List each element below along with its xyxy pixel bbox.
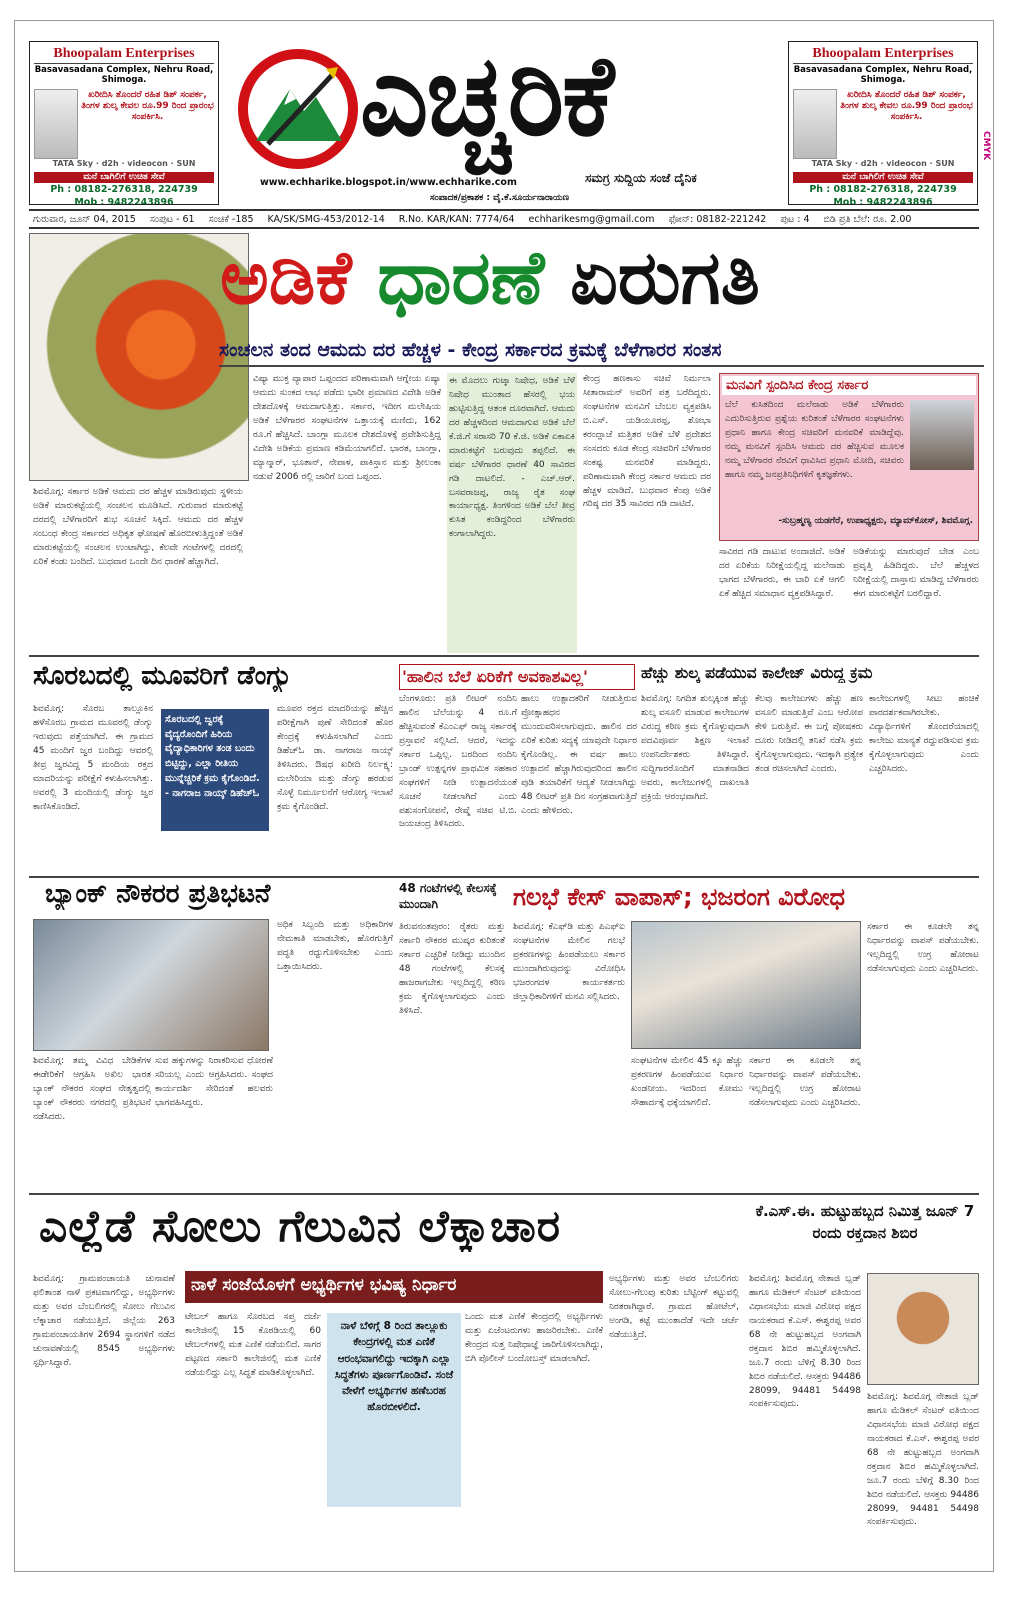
headline-word-1: ಅಡಿಕೆ: [220, 235, 352, 321]
election-text-1: ಶಿವಮೊಗ್ಗ: ಗ್ರಾಮಪಂಚಾಯತಿ ಚುನಾವಣೆ ಫಲಿತಾಂಶ ನಾಳೆ ಪ್ರಕಟವಾಗಲಿದ್ದು, ಅಭ್ಯರ್ಥಿಗಳು ಮತ್ತು ಅವರ ಬೆಂಬಲಿಗರಲ್ಲಿ ಸೋಲು ಗೆಲುವಿನ ಲೆಕ್ಕಾಚಾರ ನಡೆಯುತ್ತಿದೆ. ಜಿಲ್ಲೆಯ 263 ಗ್ರಾಮಪಂಚಾಯತಿಗಳ 2694 ಸ್ಥಾನಗಳಿಗೆ ನಡೆದ ಚುನಾವಣೆಯಲ್ಲಿ 8545 ಅಭ್ಯರ್ಥಿಗಳು ಸ್ಪರ್ಧಿಸಿದ್ದಾರೆ.: [33, 1274, 175, 1368]
riot-headline: ಗಲಭೆ ಕೇಸ್ ವಾಪಾಸ್; ಭಜರಂಗ ವಿರೋಧ: [513, 883, 846, 911]
election-text-4: ಅಭ್ಯರ್ಥಿಗಳು ಮತ್ತು ಅವರ ಬೆಂಬಲಿಗರು ಸೋಲು-ಗೆಲುವು ಕುರಿತು ಬೆಟ್ಟಿಂಗ್ ಕಟ್ಟುವಲ್ಲಿ ನಿರತರಾಗಿದ್ದಾರೆ. ಗ್ರಾಮದ ಹೋಟೆಲ್, ಅಂಗಡಿ, ಕಟ್ಟೆ ಮುಂತಾದೆಡೆ ಇದೇ ಚರ್ಚೆ ನಡೆಯುತ್ತಿದೆ.: [609, 1274, 739, 1340]
dateline-bar: [29, 209, 979, 229]
cmyk-marker: CMYK: [981, 131, 991, 161]
ad-brands: TATA Sky · d2h · videocon · SUN: [811, 158, 955, 168]
lead-subheadline: ಸಂಚಲನ ತಂದ ಆಮದು ದರ ಹೆಚ್ಚಳ - ಕೇಂದ್ರ ಸರ್ಕಾರದ ಕ್ರಮಕ್ಕೆ ಬೆಳೆಗಾರರ ಸಂತಸ: [219, 339, 984, 367]
page-count: ಪುಟ : 4: [780, 213, 810, 225]
blood-text: ಶಿವಮೊಗ್ಗ: ಶಿವಮೊಗ್ಗ ನೇತಾಜಿ ಬ್ಲಡ್ ಹಾಗೂ ಮೆಡಿಕಲ್ ಸೆಂಟರ್ ವತಿಯಿಂದ ವಿಧಾನಸಭೆಯ ಮಾಜಿ ವಿರೋಧ ಪಕ್ಷದ ನಾಯಕರಾದ ಕೆ.ಎಸ್. ಈಶ್ವರಪ್ಪ ಅವರ 68 ನೇ ಹುಟ್ಟುಹಬ್ಬದ ಅಂಗವಾಗಿ ರಕ್ತದಾನ ಶಿಬಿರ ಹಮ್ಮಿಕೊಳ್ಳಲಾಗಿದೆ. ಜೂ.7 ರಂದು ಬೆಳಿಗ್ಗೆ 8.30 ರಿಂದ ಶಿಬಿರ ನಡೆಯಲಿದೆ. ಆಸಕ್ತರು 94486 28099, 94481 54498 ಸಂಪರ್ಕಿಸುವುದು.: [749, 1274, 861, 1410]
election-text-3: ಒಂದು ಮತ ಎಣಿಕೆ ಕೇಂದ್ರದಲ್ಲಿ ಅಭ್ಯರ್ಥಿಗಳು ಮತ್ತು ಏಜೆಂಟರುಗಳು ಹಾಜರಿರಬೇಕು. ಎಣಿಕೆ ಕೇಂದ್ರದ ಸುತ್ತ ನಿಷೇಧಾಜ್ಞೆ ಜಾರಿಗೊಳಿಸಲಾಗಿದ್ದು, ಬಿಗಿ ಪೊಲೀಸ್ ಬಂದೋಬಸ್ತ್ ಮಾಡಲಾಗಿದೆ.: [465, 1312, 603, 1364]
ad-business-name: Bhoopalam Enterprises: [793, 45, 973, 64]
memorandum-photo: [631, 921, 861, 1049]
lead-column-5: ಸಾವಿರದ ಗಡಿ ದಾಟುವ ಅಂದಾಜಿದೆ. ಅಡಿಕೆ ದರ ಏರಿಕೆಯ ನಿರೀಕ್ಷೆಯಲ್ಲಿದ್ದ ಮಲೆನಾಡು ಭಾಗದ ಬೆಳೆಗಾರರು, ಈ ಬಾರಿ ಏಕೆ ಆಗಲಿ ಏಕೆ ಹೆಚ್ಚಿದ ಸಮಾಧಾನ ವ್ಯಕ್ತಪಡಿಸಿದ್ದಾರೆ.: [719, 547, 845, 599]
registration-number: KA/SK/SMG-453/2012-14: [267, 213, 385, 225]
issue-date: ಗುರುವಾರ, ಜೂನ್ 04, 2015: [33, 213, 136, 225]
sidebar-portrait: [910, 400, 974, 470]
election-banner: ನಾಳೆ ಸಂಜೆಯೊಳಗೆ ಅಭ್ಯರ್ಥಿಗಳ ಭವಿಷ್ಯ ನಿರ್ಧಾರ: [185, 1271, 603, 1303]
dengue-quote-box: ಸೊರಬದಲ್ಲಿ ಜ್ವರಕ್ಕೆ ವೈದ್ಯರೊಂದಿಗೆ ಹಿರಿಯ ವೈದ್ಯಾಧಿಕಾರಿಗಳ ತಂಡ ಬಂದು ಬಿಟ್ಟಿದ್ದು, ಎಲ್ಲಾ ರೀತಿಯ ಮುನ್ನೆಚ್ಚರಿಕೆ ಕ್ರಮ ಕೈಗೊಂಡಿದೆ. - ನಾಗರಾಜ ನಾಯ್ಕ್ ಡಿಹೆಚ್‌ಓ: [161, 709, 269, 831]
riot-text-1: ಶಿವಮೊಗ್ಗ: ಕೆಎಫ್‌ಡಿ ಮತ್ತು ಪಿಎಫ್‌ಐ ಸಂಘಟನೆಗಳ ಮೇಲಿನ ಗಲಭೆ ಪ್ರಕರಣಗಳನ್ನು ಹಿಂಪಡೆಯಲು ಸರ್ಕಾರ ಮುಂದಾಗಿರುವುದನ್ನು ವಿರೋಧಿಸಿ ಭಜರಂಗದಳ ಕಾರ್ಯಕರ್ತರು ಜಿಲ್ಲಾಧಿಕಾರಿಗಳಿಗೆ ಮನವಿ ಸಲ್ಲಿಸಿದರು.: [513, 922, 625, 1002]
riot-text-4: ಸರ್ಕಾರ ಈ ಕೂಡಲೇ ತನ್ನ ನಿರ್ಧಾರವನ್ನು ವಾಪಸ್ ಪಡೆಯಬೇಕು. ಇಲ್ಲದಿದ್ದಲ್ಲಿ ಉಗ್ರ ಹೋರಾಟ ನಡೆಸಲಾಗುವುದು ಎಂದು ಎಚ್ಚರಿಸಿದರು.: [867, 922, 979, 974]
ad-address: Basavasadana Complex, Nehru Road, Shimoga.: [793, 64, 973, 86]
price: ಬಿಡಿ ಪ್ರತಿ ಬೆಲೆ: ರೂ. 2.00: [823, 213, 912, 225]
newspaper-page: [14, 20, 994, 1572]
bank-protest-photo: [33, 919, 269, 1051]
masthead: [230, 39, 782, 207]
blood-headline: ಕೆ.ಎಸ್.ಈ. ಹುಟ್ಟುಹಬ್ಬದ ನಿಮಿತ್ತ ಜೂನ್ 7 ರಂದು ರಕ್ತದಾನ ಶಿಬಿರ: [755, 1202, 975, 1242]
ad-service-text: ಮನೆ ಬಾಗಿಲಿಗೆ ಉಚಿತ ಸೇವೆ: [793, 172, 973, 183]
lead-column-6: ಅಡಿಕೆಯನ್ನು ಮಾರುವುದೆ ಬೇಡ ಎಂಬ ಪ್ರವೃತ್ತಿ ಹಿಡಿದಿದ್ದರು. ಬೆಲೆ ಹೆಚ್ಚಳದ ನಿರೀಕ್ಷೆಯಲ್ಲಿ ದಾಸ್ತಾನು ಮಾಡಿದ್ದ ಬೆಳೆಗಾರರು ಈಗ ಮಾರುಕಟ್ಟೆಗೆ ಬರಲಿದ್ದಾರೆ.: [853, 547, 979, 599]
contact-email[interactable]: echharikesmg@gmail.com: [528, 213, 655, 225]
areca-nut-photo: [29, 233, 249, 481]
ad-mobile: Mob : 9482243896: [74, 196, 174, 205]
satellite-dish-image: [34, 89, 78, 159]
ad-phone: Ph : 08182-276318, 224739: [50, 184, 198, 195]
blood-text-continued: ಶಿವಮೊಗ್ಗ: ಶಿವಮೊಗ್ಗ ನೇತಾಜಿ ಬ್ಲಡ್ ಹಾಗೂ ಮೆಡಿಕಲ್ ಸೆಂಟರ್ ವತಿಯಿಂದ ವಿಧಾನಸಭೆಯ ಮಾಜಿ ವಿರೋಧ ಪಕ್ಷದ ನಾಯಕರಾದ ಕೆ.ಎಸ್. ಈಶ್ವರಪ್ಪ ಅವರ 68 ನೇ ಹುಟ್ಟುಹಬ್ಬದ ಅಂಗವಾಗಿ ರಕ್ತದಾನ ಶಿಬಿರ ಹಮ್ಮಿಕೊಳ್ಳಲಾಗಿದೆ. ಜೂ.7 ರಂದು ಬೆಳಿಗ್ಗೆ 8.30 ರಿಂದ ಶಿಬಿರ ನಡೆಯಲಿದೆ. ಆಸಕ್ತರು 94486 28099, 94481 54498 ಸಂಪರ್ಕಿಸುವುದು.: [867, 1392, 979, 1528]
bank-text-2: ಸುವ ಹಕ್ಕುಗಳನ್ನು ನಿರಾಕರಿಸುವ ಧೋರಣೆ ಸರಿಯಲ್ಲ ಎಂದು ಆಗ್ರಹಿಸಿದರು. ಸಂಘದ ಕಾರ್ಯದರ್ಶಿ ಸೇರಿದಂತೆ ಹಲವರು ಭಾಗವಹಿಸಿದ್ದರು.: [155, 1056, 273, 1108]
section-divider: [29, 1193, 979, 1195]
milk-text-2: ಹಾಲು ಉತ್ಪಾದಕರಿಗೆ ನೀಡುತ್ತಿರುವ ಪ್ರೋತ್ಸಾಹಧನ ಮುಂದುವರಿಸಲಾಗುವುದು. ಹಾಲಿನ ದರ ಏರಿಕೆ ಕುರಿತು ಸದ್ಯಕ್ಕೆ ಯಾವುದೇ ನಿರ್ಧಾರ ಕೈಗೊಂಡಿಲ್ಲ. ಈ ವರ್ಷ ಹಾಲು ಉತ್ಪಾದನೆ ಹೆಚ್ಚಾಗಿರುವುದರಿಂದ ಹಾಲಿನ ಪುಡಿ ತಯಾರಿಕೆಗೆ ಆದ್ಯತೆ ನೀಡಲಾಗಿದ್ದು 48 ಲೀಟರ್ ಪ್ರತಿ ದಿನ ಸಂಗ್ರಹವಾಗುತ್ತಿದೆ ಎಂದು ಹೇಳಿದರು.: [521, 694, 637, 816]
ad-business-name: Bhoopalam Enterprises: [34, 45, 214, 64]
ad-phone: Ph : 08182-276318, 224739: [809, 184, 957, 195]
lead-column-2: ವಿಷ್ಯಾ ಮುಕ್ತ ವ್ಯಾಪಾರ ಒಪ್ಪಂದದ ಪರಿಣಾಮವಾಗಿ ಆಗ್ನೇಯ ಏಷ್ಯಾ ಆಮದು ಸುಂಕದ ಲಾಭ ಪಡೆದು ಭಾರೀ ಪ್ರಮಾಣದ ವಿದೇಶಿ ಅಡಿಕೆ ದೇಶದೊಳಕ್ಕೆ ಆಮದಾಗುತ್ತಿತ್ತು. ಸರ್ಕಾರ, ಇದೀಗ ಮಲೇಷಿಯ ಅಡಿಕೆ ಬೆಳೆಗಾರರ ಸಂಘಟನೆಗಳ ಒತ್ತಾಯಕ್ಕೆ ಮಣಿದು, 162 ರೂ.ಗೆ ಹೆಚ್ಚಿಸಿದೆ. ಬಾಂಗ್ಲಾ ಮೂಲಕ ದೇಶದೊಳಕ್ಕೆ ಪ್ರವೇಶಿಸುತ್ತಿದ್ದ ವಿದೇಶಿ ಅಡಿಕೆಯ ಪ್ರಮಾಣ ಕಡಿಮೆಯಾಗಲಿದೆ. ಭಾರತ, ಬಾಂಗ್ಲಾ, ಮ್ಯಾನ್ಮಾರ್, ಭೂತಾನ್, ನೇಪಾಳ, ಪಾಕಿಸ್ತಾನ ಮತ್ತು ಶ್ರೀಲಂಕಾ ನಡುವೆ 2006 ರಲ್ಲಿ ಜಾರಿಗೆ ಬಂದ ಒಪ್ಪಂದ.: [253, 374, 441, 482]
right-advertisement[interactable]: [788, 41, 978, 205]
dengue-text-1: ಶಿವಮೊಗ್ಗ: ಸೊರಬ ತಾಲ್ಲೂಕಿನ ಹಳೆಸೊರಬ ಗ್ರಾಮದ ಮೂವರಲ್ಲಿ ಡೆಂಗ್ಯು ಇರುವುದು ಪತ್ತೆಯಾಗಿದೆ. ಈ ಗ್ರಾಮದ 45 ಮಂದಿಗೆ ಜ್ವರ ಬಂದಿದ್ದು ಆವರಲ್ಲಿ ತೀವ್ರ ಜ್ವರವಿದ್ದ 5 ಮಂದಿಯ ರಕ್ತದ ಮಾದರಿಯನ್ನು ಪರೀಕ್ಷೆಗೆ ಕಳುಹಿಸಲಾಗಿತ್ತು. ಅವರಲ್ಲಿ 3 ಮಂದಿಯಲ್ಲಿ ಡೆಂಗ್ಯು ಜ್ವರ ಕಾಣಿಸಿಕೊಂಡಿದೆ.: [33, 704, 153, 812]
contact-phone: ಫೋನ್: 08182-221242: [668, 213, 767, 225]
sidebar-byline: -ಸುಬ್ರಹ್ಮಣ್ಯ ಯಡಗೆರೆ, ಉಪಾಧ್ಯಕ್ಷರು, ಮ್ಯಾಮ್‌ಕೋಸ್, ಶಿವಮೊಗ್ಗ.: [778, 516, 973, 526]
rni-number: R.No. KAR/KAN: 7774/64: [398, 213, 515, 225]
headline-word-3: ಏರುಗತಿ: [570, 235, 760, 321]
ad-offer-text: ಖರೀದಿಸಿ ತೊಂದರೆ ರಹಿತ ಡಿಶ್ ಸಂಪರ್ಕ, ತಿಂಗಳ ಶುಲ್ಕ ಕೇವಲ ರೂ.99 ರಿಂದ ಪ್ರಾರಂಭ ಸಂಪರ್ಕಿಸಿ.: [840, 89, 973, 123]
section-divider: [29, 655, 979, 657]
election-info-box: ನಾಳೆ ಬೆಳಿಗ್ಗೆ 8 ರಿಂದ ತಾಲ್ಲೂಕು ಕೇಂದ್ರಗಳಲ್ಲಿ ಮತ ಎಣಿಕೆ ಆರಂಭವಾಗಲಿದ್ದು ಇದಕ್ಕಾಗಿ ಎಲ್ಲಾ ಸಿದ್ಧತೆಗಳು ಪೂರ್ಣಗೊಂಡಿವೆ. ಸಂಜೆ ವೇಳೆಗೆ ಅಭ್ಯರ್ಥಿಗಳ ಹಣೆಬರಹ ಹೊರಬೀಳಲಿದೆ.: [327, 1313, 461, 1507]
election-text-2: ಟೇಬಲ್ ಹಾಗೂ ಸೊರಬದ ಸಪ್ತ ದರ್ಜೆ ಕಾಲೇಜಿನಲ್ಲಿ 15 ಕೊಠಡಿಯಲ್ಲಿ 60 ಟೇಬಲ್‌ಗಳಲ್ಲಿ ಮತ ಎಣಿಕೆ ನಡೆಯಲಿದೆ. ಸಾಗರ ಪಟ್ಟಣದ ಸರ್ಕಾರಿ ಕಾಲೇಜಿನಲ್ಲಿ ಮತ ಎಣಿಕೆ ನಡೆಯಲಿದ್ದು ಎಲ್ಲ ಸಿದ್ಧತೆ ಮಾಡಿಕೊಳ್ಳಲಾಗಿದೆ.: [185, 1312, 321, 1378]
minister-response-sidebar: [719, 373, 979, 541]
masthead-title: ಎಚ್ಚರಿಕೆ: [360, 39, 613, 161]
lead-headline: [220, 234, 980, 326]
website-url[interactable]: www.echharike.blogspot.in/www.echharike.com: [260, 177, 517, 188]
issue-number: ಸಂಚಿಕೆ -185: [208, 213, 254, 225]
section-divider: [29, 876, 979, 878]
college-headline: ಹೆಚ್ಚು ಶುಲ್ಕ ಪಡೆಯುವ ಕಾಲೇಜ್ ವಿರುದ್ಧ ಕ್ರಮ: [641, 664, 873, 682]
bank-text-3: ಅಧಿಕ ಸಿಬ್ಬಂದಿ ಮತ್ತು ಅಧಿಕಾರಿಗಳ ನೇಮಕಾತಿ ಮಾಡಬೇಕು, ಹೊರಗುತ್ತಿಗೆ ಪದ್ಧತಿ ರದ್ದುಗೊಳಿಸಬೇಕು ಎಂದು ಒತ್ತಾಯಿಸಿದರು.: [277, 920, 393, 972]
ad-service-text: ಮನೆ ಬಾಗಿಲಿಗೆ ಉಚಿತ ಸೇವೆ: [34, 172, 214, 183]
editor-credit: ಸಂಪಾದಕ/ಪ್ರಕಾಶಕ : ವೈ.ಕೆ.ಸೂರ್ಯನಾರಾಯಣ: [430, 193, 569, 203]
headline-word-2: ಧಾರಣೆ: [377, 235, 545, 321]
riot-text-2: ಸಂಘಟನೆಗಳ ಮೇಲಿನ 45 ಕ್ಕೂ ಹೆಚ್ಚು ಪ್ರಕರಣಗಳ ಹಿಂಪಡೆಯುವ ನಿರ್ಧಾರ ಖಂಡನೀಯ. ಇದರಿಂದ ಕೋಮು ಸೌಹಾರ್ದಕ್ಕೆ ಧಕ್ಕೆಯಾಗಲಿದೆ.: [631, 1056, 743, 1108]
masthead-tagline: ಸಮಗ್ರ ಸುದ್ದಿಯ ಸಂಜೆ ದೈನಿಕ: [585, 171, 697, 185]
newspaper-logo-icon: [238, 49, 358, 169]
ad-mobile: Mob : 9482243896: [833, 196, 933, 205]
dengue-text-2: ಮೂವರ ರಕ್ತದ ಮಾದರಿಯನ್ನು ಹೆಚ್ಚಿನ ಪರೀಕ್ಷೆಗಾಗಿ ಪುಣೆ ಸೇರಿದಂತೆ ಹೊರ ಕೇಂದ್ರಕ್ಕೆ ಕಳುಹಿಸಲಾಗಿದೆ ಎಂದು ಡಿಹೆಚ್‌ಓ ಡಾ. ನಾಗರಾಜ ನಾಯ್ಕ್ ತಿಳಿಸಿದರು. ಔಷಧ ಖರೀದಿ ನಿರ್ಲಕ್ಷ್ಯ: ಮಲೇರಿಯಾ ಮತ್ತು ಡೆಂಗ್ಯು ಹರಡುವ ಸೊಳ್ಳೆ ನಿರ್ಮೂಲನೆಗೆ ಆರೋಗ್ಯ ಇಲಾಖೆ ಕ್ರಮ ಕೈಗೊಂಡಿದೆ.: [277, 704, 393, 812]
lead-column-3: ಈ ಮೊದಲು ಗುಟ್ಕಾ ನಿಷೇಧ, ಅಡಿಕೆ ಬೆಳೆ ನಿಷೇಧ ಮುಂತಾದ ಹೆಸರಲ್ಲಿ ಭಯ ಹುಟ್ಟಿಸುತ್ತಿದ್ದ ಆತಂಕ ದೂರವಾಗಿದೆ. ಆಮದು ದರ ಹೆಚ್ಚಳದಿಂದ ಆಮದಾಗುವ ಅಡಿಕೆ ಬೆಲೆ ಕೆ.ಜಿ.ಗೆ ಸರಾಸರಿ 70 ಕೆ.ಜಿ. ಅಡಿಕೆ ಏಕಾಏಕಿ ಮಾರುಕಟ್ಟೆಗೆ ಬರುವುದು ತಪ್ಪಲಿದೆ. ಈ ವರ್ಷ ಬೆಳೆಗಾರರ ಧಾರಣೆ 40 ಸಾವಿರದ ಗಡಿ ದಾಟಲಿದೆ. - ಎಚ್.ಆರ್. ಬಸವರಾಜಪ್ಪ, ರಾಜ್ಯ ರೈತ ಸಂಘ ಕಾರ್ಯಾಧ್ಯಕ್ಷ. ತಿಂಗಳಿಂದ ಅಡಿಕೆ ಬೆಲೆ ತೀವ್ರ ಕುಸಿತ ಕಂಡಿದ್ದರಿಂದ ಬೆಳೆಗಾರರು ಕಂಗಾಲಾಗಿದ್ದರು.: [447, 373, 577, 653]
riot-text-3: ಸರ್ಕಾರ ಈ ಕೂಡಲೇ ತನ್ನ ನಿರ್ಧಾರವನ್ನು ವಾಪಸ್ ಪಡೆಯಬೇಕು. ಇಲ್ಲದಿದ್ದಲ್ಲಿ ಉಗ್ರ ಹೋರಾಟ ನಡೆಸಲಾಗುವುದು ಎಂದು ಎಚ್ಚರಿಸಿದರು.: [749, 1056, 861, 1108]
ad-offer-text: ಖರೀದಿಸಿ ತೊಂದರೆ ರಹಿತ ಡಿಶ್ ಸಂಪರ್ಕ, ತಿಂಗಳ ಶುಲ್ಕ ಕೇವಲ ರೂ.99 ರಿಂದ ಪ್ರಾರಂಭ ಸಂಪರ್ಕಿಸಿ.: [81, 89, 214, 123]
bank-text-1: ಶಿವಮೊಗ್ಗ: ತಮ್ಮ ವಿವಿಧ ಬೇಡಿಕೆಗಳ ಈಡೇರಿಕೆಗೆ ಆಗ್ರಹಿಸಿ ಅಖಿಲ ಭಾರತ ಬ್ಯಾಂಕ್ ನೌಕರರ ಸಂಘದ ನೇತೃತ್ವದಲ್ಲಿ ಬ್ಯಾಂಕ್ ನೌಕರರು ನಗರದಲ್ಲಿ ಪ್ರತಿಭಟನೆ ನಡೆಸಿದರು.: [33, 1056, 151, 1122]
college-text-2: ಕೆಲವು ಕಾಲೇಜುಗಳು ಹೆಚ್ಚು ಹಣ ವಸೂಲಿ ಮಾಡುತ್ತಿವೆ ಎಂಬ ಆರೋಪ ಕೇಳಿ ಬರುತ್ತಿವೆ. ಈ ಬಗ್ಗೆ ಪೋಷಕರು ದೂರು ನೀಡಿದಲ್ಲಿ ತನಿಖೆ ನಡೆಸಿ ಕ್ರಮ ಕೈಗೊಳ್ಳಲಾಗುವುದು. ಇದಕ್ಕಾಗಿ ಪ್ರತ್ಯೇಕ ತಂಡ ರಚಿಸಲಾಗಿದೆ ಎಂದರು.: [755, 694, 863, 774]
election-headline: ಎಲ್ಲೆಡೆ ಸೋಲು ಗೆಲುವಿನ ಲೆಕ್ಕಾಚಾರ: [39, 1201, 562, 1252]
lead-column-4: ಕೇಂದ್ರ ಹಣಕಾಸು ಸಚಿವೆ ನಿರ್ಮಲಾ ಸೀತಾರಾಮನ್ ಅವರಿಗೆ ಪತ್ರ ಬರೆದಿದ್ದರು. ಸಂಘಟನೆಗಳ ಮನವಿಗೆ ಬೆಂಬಲ ವ್ಯಕ್ತಪಡಿಸಿ ಬಿ.ಎಸ್. ಯಡಿಯೂರಪ್ಪ, ಶೋಭಾ ಕರಂದ್ಲಾಜೆ ಮತ್ತಿತರ ಅಡಿಕೆ ಬೆಳೆ ಪ್ರದೇಶದ ಸಂಸದರು ಕೂಡ ಕೇಂದ್ರ ಸಚಿವರಿಗೆ ಬೆಳೆಗಾರರ ಸಂಕಷ್ಟ ಮನವರಿಕೆ ಮಾಡಿದ್ದರು. ಪರಿಣಾಮವಾಗಿ ಕೇಂದ್ರ ಸರ್ಕಾರ ಆಮದು ದರ ಹೆಚ್ಚಳ ಮಾಡಿದೆ. ಬುಧವಾರ ಕೆಂಪು ಅಡಿಕೆ ಗರಿಷ್ಠ ದರ 35 ಸಾವಿರದ ಗಡಿ ದಾಟಿದೆ.: [583, 374, 711, 510]
ad-address: Basavasadana Complex, Nehru Road, Shimoga.: [34, 64, 214, 86]
volume-number: ಸಂಪುಟ - 61: [149, 213, 195, 225]
strike-headline: 48 ಗಂಟೆಗಳಲ್ಲಿ ಕೇಲಸಕ್ಕೆ ಮುಂದಾಗಿ: [399, 881, 497, 911]
milk-headline: 'ಹಾಲಿನ ಬೆಲೆ ಏರಿಕೆಗೆ ಅವಕಾಶವಿಲ್ಲ': [399, 664, 635, 690]
college-text-1: ಶಿವಮೊಗ್ಗ: ನಿಗದಿತ ಶುಲ್ಕಕ್ಕಿಂತ ಹೆಚ್ಚು ಶುಲ್ಕ ವಸೂಲಿ ಮಾಡುವ ಕಾಲೇಜುಗಳ ವಿರುದ್ಧ ಕಠಿಣ ಕ್ರಮ ಕೈಗೊಳ್ಳುವುದಾಗಿ ಪದವಿಪೂರ್ವ ಶಿಕ್ಷಣ ಇಲಾಖೆ ಉಪನಿರ್ದೇಶಕರು ತಿಳಿಸಿದ್ದಾರೆ. ಸುದ್ದಿಗಾರರೊಂದಿಗೆ ಮಾತನಾಡಿದ ಅವರು, ಕಾಲೇಜುಗಳಲ್ಲಿ ದಾಖಲಾತಿ ಪ್ರಕ್ರಿಯೆ ಆರಂಭವಾಗಿದೆ.: [641, 694, 749, 802]
politician-portrait: [867, 1273, 979, 1385]
satellite-dish-image: [793, 89, 837, 159]
lead-column-1: ಶಿವಮೊಗ್ಗ: ಸರ್ಕಾರ ಅಡಿಕೆ ಆಮದು ದರ ಹೆಚ್ಚಳ ಮಾಡಿರುವುದು ಸ್ಥಳೀಯ ಅಡಿಕೆ ಮಾರುಕಟ್ಟೆಯಲ್ಲಿ ಸಂಚಲನ ಮೂಡಿಸಿದೆ. ಗುರುವಾರ ಮಾರುಕಟ್ಟೆ ದರದಲ್ಲಿ ಬೆಳೆಗಾರರಿಗೆ ಶುಭ ಸೂಚನೆ ಸಿಕ್ಕಿದೆ. ಆಮದು ದರ ಹೆಚ್ಚಳ ಸಂಬಂಧ ಕೇಂದ್ರ ಸರ್ಕಾರದ ಅಧಿಕೃತ ಘೋಷಣೆ ಹೊರಬೀಳುತ್ತಿದ್ದಂತೆ ಅಡಿಕೆ ಮಾರುಕಟ್ಟೆಯಲ್ಲಿ ಸಂಚಲನ ಉಂಟಾಗಿದ್ದು, ಕೆಲವೇ ಗಂಟೆಗಳಲ್ಲಿ ದರದಲ್ಲಿ ಏರಿಕೆ ಕಂಡು ಬಂದಿದೆ. ಬುಧವಾರ ಒಂದೇ ದಿನ ಧಾರಣೆ ಹೆಚ್ಚಾಗಿದೆ.: [33, 487, 243, 567]
dengue-headline: ಸೊರಬದಲ್ಲಿ ಮೂವರಿಗೆ ಡೆಂಗ್ಯು: [33, 661, 293, 691]
college-text-3: ಕಾಲೇಜುಗಳಲ್ಲಿ ಸೀಟು ಹಂಚಿಕೆ ಪಾರದರ್ಶಕವಾಗಿರಬೇಕು. ವಿದ್ಯಾರ್ಥಿಗಳಿಗೆ ತೊಂದರೆಯಾದಲ್ಲಿ ಕಾಲೇಜು ಮಾನ್ಯತೆ ರದ್ದುಪಡಿಸುವ ಕ್ರಮ ಕೈಗೊಳ್ಳಲಾಗುವುದು ಎಂದು ಎಚ್ಚರಿಸಿದರು.: [869, 694, 979, 774]
strike-text: ತಿರುವನಂತಪುರಂ: ರೈತರು ಮತ್ತು ಸರ್ಕಾರಿ ನೌಕರರ ಮುಷ್ಕರ ಕುರಿತಂತೆ ಸರ್ಕಾರ ಎಚ್ಚರಿಕೆ ನೀಡಿದ್ದು ಮುಂದಿನ 48 ಗಂಟೆಗಳಲ್ಲಿ ಕೆಲಸಕ್ಕೆ ಹಾಜರಾಗಬೇಕು ಇಲ್ಲದಿದ್ದಲ್ಲಿ ಕಠಿಣ ಕ್ರಮ ಕೈಗೊಳ್ಳಲಾಗುವುದು ಎಂದು ತಿಳಿಸಿದೆ.: [399, 922, 505, 1016]
sidebar-text: ಬೆಲೆ ಕುಸಿತದಿಂದ ಮಲೆನಾಡು ಅಡಿಕೆ ಬೆಳೆಗಾರರು ಎದುರಿಸುತ್ತಿರುವ ಪ್ರಶ್ನೆಯ ಕುರಿತಂತೆ ಬೆಳೆಗಾರರ ಸಂಘಟನೆಗಳು ಪ್ರಧಾನಿ ಹಾಗೂ ಕೇಂದ್ರ ಸಚಿವರಿಗೆ ಮನವರಿಕೆ ಮಾಡಿದ್ದೆವು. ನಮ್ಮ ಮನವಿಗೆ ಸ್ಪಂದಿಸಿ ಆಮದು ದರ ಹೆಚ್ಚಿಸುವ ಮೂಲಕ ನಮ್ಮ ಬೆಳೆಗಾರರ ನೆರವಿಗೆ ಧಾವಿಸಿದ ಪ್ರಧಾನಿ ಮೋದಿ, ಸಚಿವರು ಹಾಗೂ ನಮ್ಮ ಜನಪ್ರತಿನಿಧಿಗಳಿಗೆ ಕೃತಜ್ಞತೆಗಳು.: [725, 400, 904, 480]
milk-text-1: ಬೆಂಗಳೂರು: ಪ್ರತಿ ಲೀಟರ್ ನಂದಿನಿ ಹಾಲಿನ ಬೆಲೆಯನ್ನು 4 ರೂ.ಗೆ ಹೆಚ್ಚಿಸುವಂತೆ ಕೆಎಂಎಫ್ ರಾಜ್ಯ ಸರ್ಕಾರಕ್ಕೆ ಪ್ರಸ್ತಾವನೆ ಸಲ್ಲಿಸಿದೆ. ಆದರೆ, ಇದನ್ನು ಸರ್ಕಾರ ಒಪ್ಪಿಲ್ಲ. ಬರದಿಂದ ನಂದಿನಿ ಬ್ರಾಂಡ್ ಉತ್ಪನ್ನಗಳ ಪ್ರಾಥಮಿಕ ಸಹಕಾರ ಸಂಘಗಳಿಗೆ ನೀಡಿ ಉತ್ಪಾದನೆಯಂತೆ ಸೂಚನೆ ನೀಡಲಾಗಿದೆ ಎಂದು ಪಶುಸಂಗೋಪನೆ, ರೇಷ್ಮೆ ಸಚಿವ ಟಿ.ಬಿ. ಜಯಚಂದ್ರ ತಿಳಿಸಿದರು.: [399, 694, 517, 830]
sidebar-title: ಮನವಿಗೆ ಸ್ಪಂದಿಸಿದ ಕೇಂದ್ರ ಸರ್ಕಾರ: [722, 376, 976, 395]
bank-headline: ಬ್ಯಾಂಕ್ ನೌಕರರ ಪ್ರತಿಭಟನೆ: [45, 879, 271, 909]
ad-brands: TATA Sky · d2h · videocon · SUN: [52, 158, 196, 168]
left-advertisement[interactable]: [29, 41, 219, 205]
